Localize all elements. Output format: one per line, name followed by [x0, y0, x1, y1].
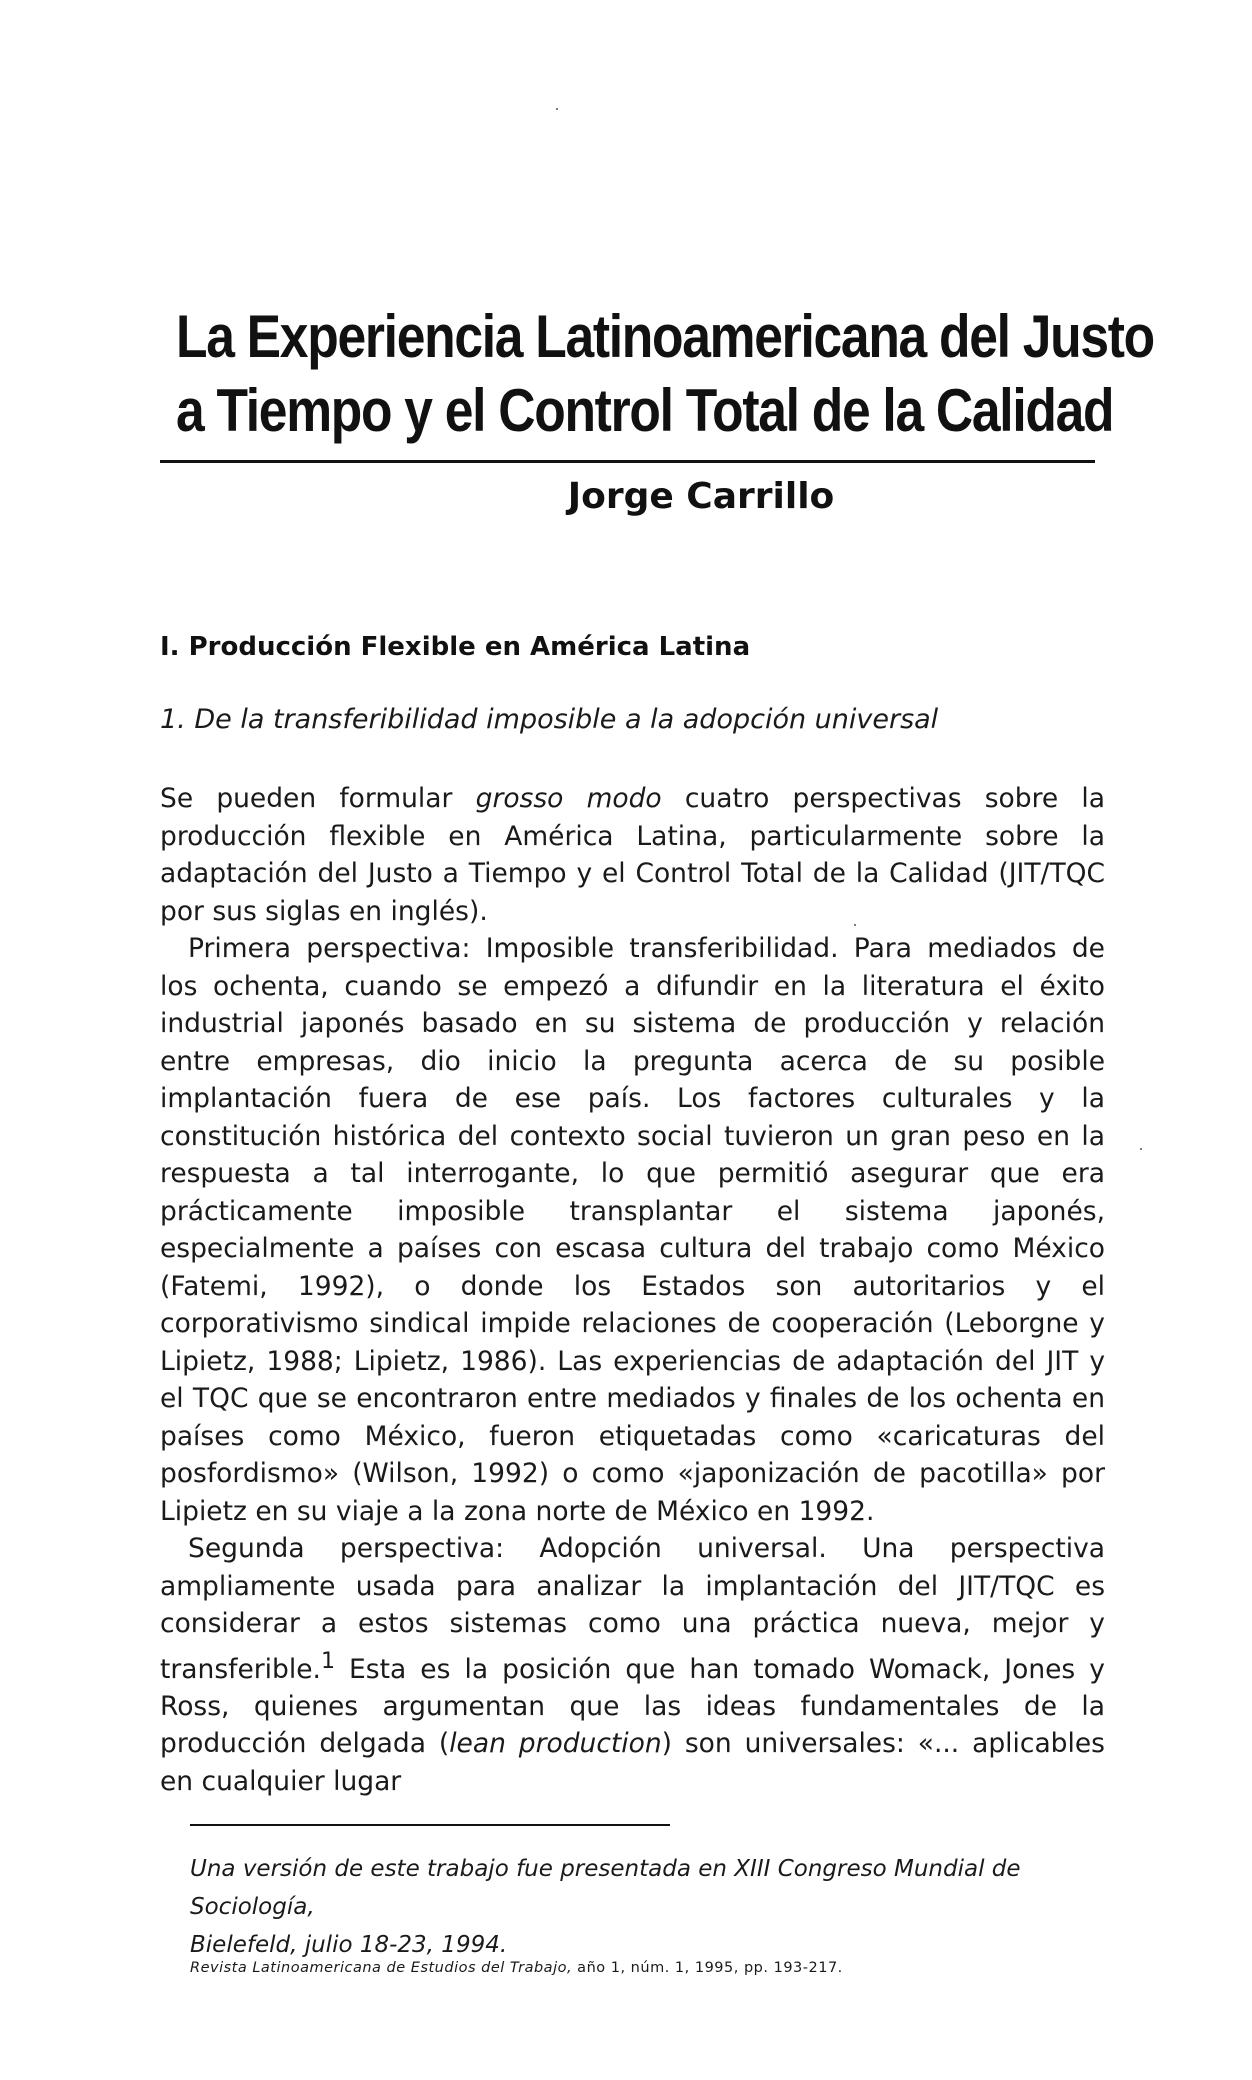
author-name: Jorge Carrillo — [567, 476, 835, 517]
footnote — [190, 1850, 1110, 1964]
footnote-marker: 1 — [320, 1648, 335, 1674]
scan-speck — [854, 924, 856, 926]
journal-name: Revista Latinoamericana de Estudios del Trabajo, — [190, 1960, 573, 1976]
paragraph-3-after: ) son universales: «... aplicables en cualquier lugar — [160, 1728, 1105, 1797]
paragraph-1-after: cuatro perspectivas sobre la producción flexible en América Latina, particularmente sobre la adaptación del Justo a Tiempo y el Control Total de la Calidad (JIT/TQC por sus siglas en inglés). — [160, 783, 1105, 927]
subsection-heading: 1. De la transferibilidad imposible a la adopción universal — [160, 704, 939, 735]
scan-speck — [1140, 1148, 1142, 1150]
paragraph-1 — [160, 780, 1105, 930]
journal-citation — [190, 1960, 843, 1976]
footnote-line-2: Bielefeld, julio 18-23, 1994. — [190, 1932, 508, 1958]
journal-details: año 1, núm. 1, 1995, pp. 193-217. — [572, 1960, 843, 1976]
paragraph-3-emphasis: lean production — [449, 1728, 662, 1760]
title-line-1: La Experiencia Latinoamericana del Justo — [176, 303, 1154, 370]
paragraph-3 — [160, 1530, 1105, 1800]
paragraph-3-before: Segunda perspectiva: Adopción universal. Una perspectiva ampliamente usada para analizar la implantación del JIT/TQC es considerar a estos sistemas como una práctica nueva, mejor y transferible. — [160, 1533, 1105, 1685]
paragraph-1-before: Se pueden formular — [160, 783, 476, 814]
footnote-divider — [190, 1824, 670, 1826]
body-text — [160, 780, 1105, 1800]
paragraph-3-middle: Esta es la posición que han tomado Womack, Jones y Ross, quienes argumentan que las ideas fundamentales de la producción delgada ( — [160, 1653, 1105, 1760]
paragraph-1-emphasis: grosso modo — [475, 783, 662, 814]
paragraph-2: Primera perspectiva: Imposible transferibilidad. Para mediados de los ochenta, cuando se empezó a difundir en la literatura el éxito industrial japonés basado en su sistema de producción y relación entre empresas, dio inicio la pregunta acerca de su posible implantación fuera de ese país. Los factores culturales y la constitución histórica del contexto social tuvieron un gran peso en la respuesta a tal interrogante, lo que permitió asegurar que era prácticamente imposible transplantar el sistema japonés, especialmente a países con escasa cultura del trabajo como México (Fatemi, 1992), o donde los Estados son autoritarios y el corporativismo sindical impide relaciones de cooperación (Leborgne y Lipietz, 1988; Lipietz, 1986). Las experiencias de adaptación del JIT y el TQC que se encontraron entre mediados y finales de los ochenta en países como México, fueron etiquetadas como «caricaturas del posfordismo» (Wilson, 1992) o como «japonización de pacotilla» por Lipietz en su viaje a la zona norte de México en 1992. — [160, 933, 1105, 1527]
title-underline — [160, 460, 1095, 463]
scan-speck — [556, 108, 558, 110]
footnote-line-1: Una versión de este trabajo fue presentada en XIII Congreso Mundial de Sociología, — [190, 1856, 1021, 1920]
article-title — [176, 300, 1154, 448]
title-line-2: a Tiempo y el Control Total de la Calidad — [176, 377, 1114, 444]
section-heading: I. Producción Flexible en América Latina — [160, 632, 751, 662]
